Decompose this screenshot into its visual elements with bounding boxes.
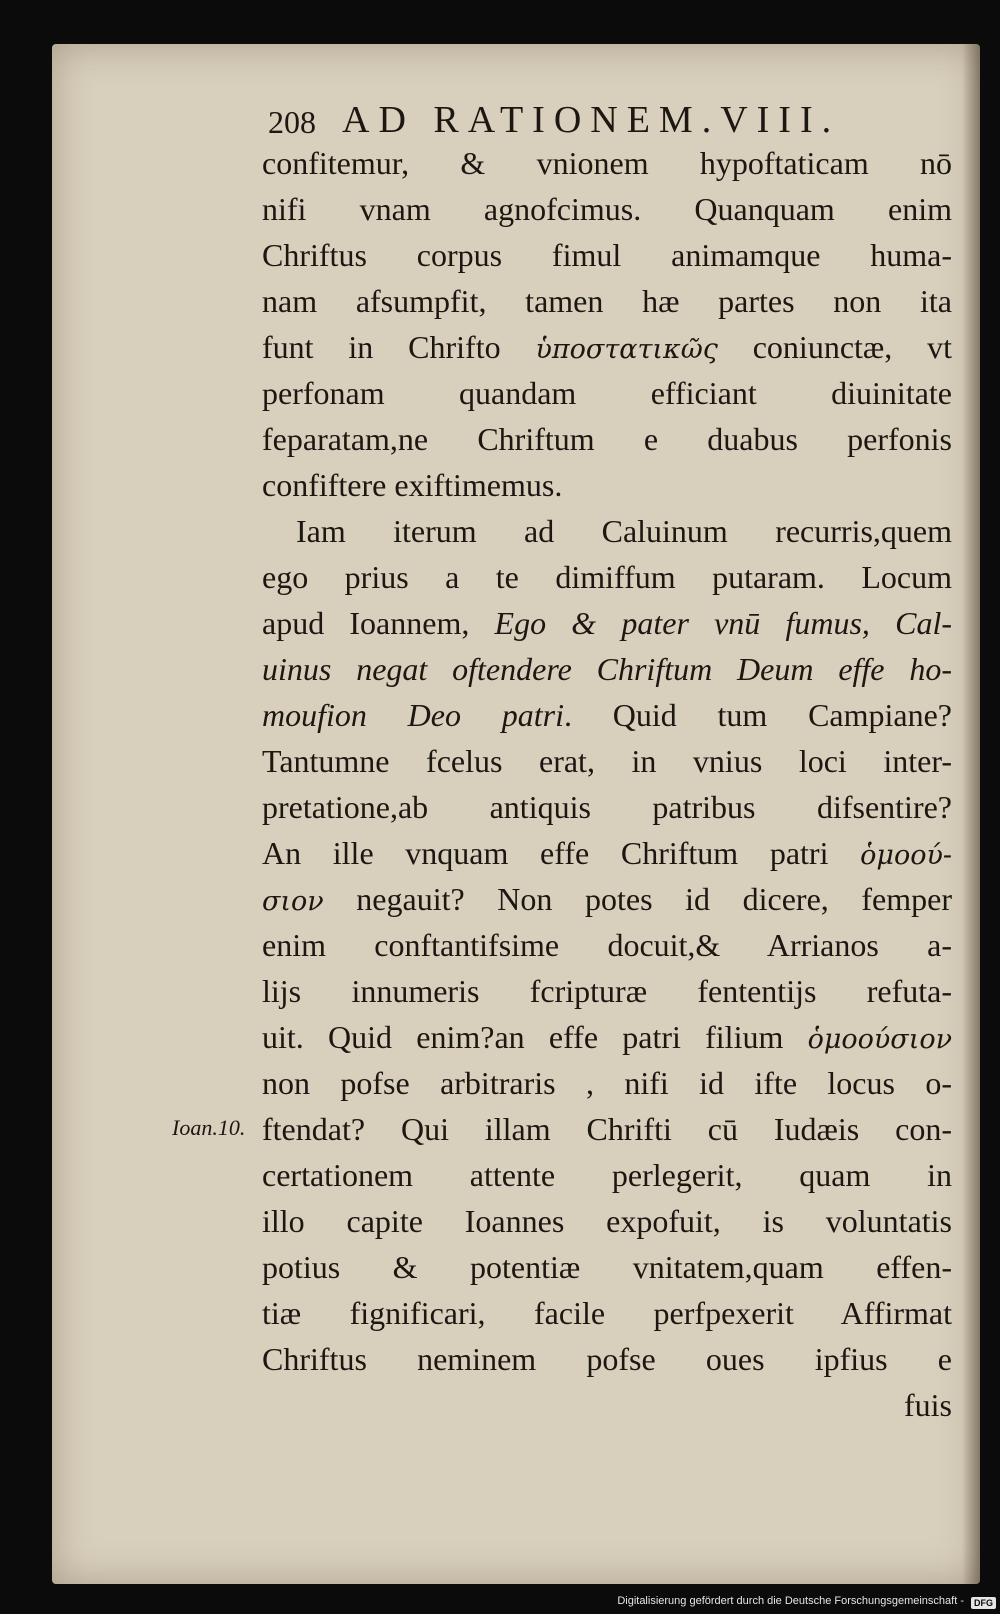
catchword: fuis	[904, 1387, 952, 1423]
text-segment: An ille vnquam effe Chriftum patri	[262, 835, 861, 871]
text-segment: enim conftantifsime docuit,& Arrianos a-	[262, 927, 952, 963]
text-segment: σιον	[262, 886, 324, 917]
text-line	[262, 1336, 952, 1382]
text-line	[262, 968, 952, 1014]
text-segment: perfonam quandam efficiant diuinitate	[262, 375, 952, 411]
text-line	[262, 692, 952, 738]
text-segment: uit. Quid enim?an effe patri filium	[262, 1019, 808, 1055]
text-line	[262, 646, 952, 692]
text-line	[262, 922, 952, 968]
text-line	[262, 1290, 952, 1336]
text-segment: ὁμοούσιον	[807, 1024, 952, 1055]
text-line	[262, 462, 952, 508]
text-line	[262, 1198, 952, 1244]
text-line	[262, 830, 952, 876]
text-segment: Chriftus neminem pofse oues ipfius e	[262, 1341, 952, 1377]
body-text	[262, 140, 952, 1428]
text-segment: Iam iterum ad Caluinum recurris,quem	[296, 513, 952, 549]
text-segment: confitemur, & vnionem hypoftaticam nō	[262, 145, 952, 181]
text-segment: confiftere exiftimemus.	[262, 467, 563, 503]
text-segment: ftendat? Qui illam Chrifti cū Iudæis con-	[262, 1111, 952, 1147]
text-segment: illo capite Ioannes expofuit, is voluntatis	[262, 1203, 952, 1239]
text-segment: coniunctæ, vt	[717, 329, 952, 365]
text-line	[262, 278, 952, 324]
text-segment: feparatam,ne Chriftum e duabus perfonis	[262, 421, 952, 457]
text-line	[262, 1244, 952, 1290]
text-line	[262, 416, 952, 462]
text-segment: funt in Chrifto	[262, 329, 536, 365]
text-segment: non pofse arbitraris , nifi id ifte locus o-	[262, 1065, 952, 1101]
text-segment: lijs innumeris fcripturæ fententijs refuta-	[262, 973, 952, 1009]
text-line	[262, 1060, 952, 1106]
running-title: AD RATIONEM.VIII.	[342, 99, 841, 141]
text-segment: . Quid tum Campiane?	[563, 697, 952, 733]
text-segment: nam afsumpfit, tamen hæ partes non ita	[262, 283, 952, 319]
text-line	[262, 1014, 952, 1060]
text-segment: apud Ioannem,	[262, 605, 495, 641]
text-segment: tiæ fignificari, facile perfpexerit Affirmat	[262, 1295, 952, 1331]
text-line	[262, 600, 952, 646]
text-line	[262, 508, 952, 554]
text-line	[262, 140, 952, 186]
text-segment: uinus negat oftendere Chriftum Deum effe ho-	[262, 651, 952, 687]
text-line	[262, 876, 952, 922]
text-segment: negauit? Non potes id dicere, femper	[323, 881, 952, 917]
margin-note: Ioan.10.	[172, 1115, 246, 1140]
text-segment: potius & potentiæ vnitatem,quam effen-	[262, 1249, 952, 1285]
text-segment: ego prius a te dimiffum putaram. Locum	[262, 559, 952, 595]
text-segment: certationem attente perlegerit, quam in	[262, 1157, 952, 1193]
page-number: 208	[268, 104, 316, 140]
text-line	[262, 738, 952, 784]
text-line	[262, 324, 952, 370]
text-segment: ὁμοού-	[860, 840, 952, 871]
footer-credit: Digitalisierung gefördert durch die Deutsche Forschungsgemeinschaft -	[617, 1595, 964, 1607]
text-line	[262, 1106, 952, 1152]
text-line	[262, 784, 952, 830]
text-segment: Chriftus corpus fimul animamque huma-	[262, 237, 952, 273]
text-segment: Tantumne fcelus erat, in vnius loci inter-	[262, 743, 952, 779]
text-segment: pretatione,ab antiquis patribus difsentire?	[262, 789, 952, 825]
text-segment: nifi vnam agnofcimus. Quanquam enim	[262, 191, 952, 227]
text-line	[262, 1152, 952, 1198]
text-segment: Ego & pater vnū fumus, Cal-	[494, 605, 952, 641]
text-line	[262, 232, 952, 278]
dfg-logo-icon: DFG	[971, 1597, 996, 1609]
text-segment: moufion Deo patri	[262, 697, 564, 733]
text-line	[262, 370, 952, 416]
text-line	[262, 186, 952, 232]
text-line	[262, 554, 952, 600]
text-segment: ὑποστατικῶς	[535, 334, 718, 365]
